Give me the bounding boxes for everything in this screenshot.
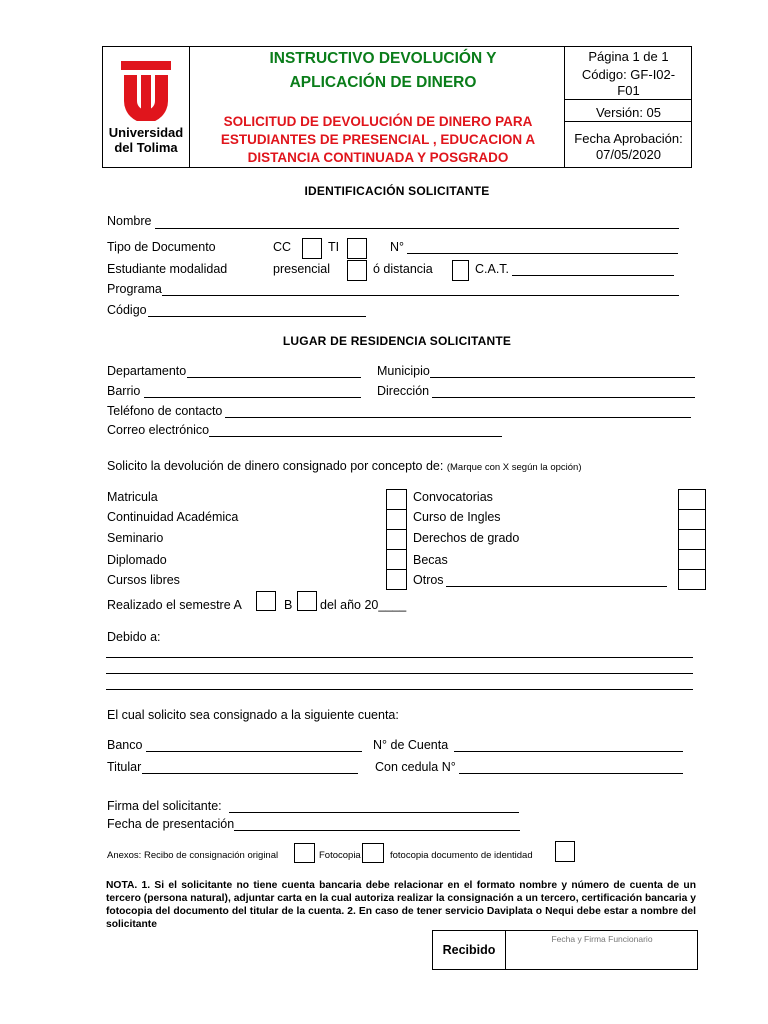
ti-checkbox[interactable]	[347, 238, 367, 259]
distancia-label: ó distancia	[373, 262, 433, 276]
concepto-right-item-4: Otros	[413, 573, 444, 587]
fecha-presentacion-field[interactable]	[234, 830, 520, 831]
concepto-left-item-2: Seminario	[107, 531, 164, 545]
concepto-right-item-0: Convocatorias	[413, 490, 493, 504]
concepto-right-checkbox-3[interactable]	[678, 549, 706, 570]
banco-field[interactable]	[146, 751, 362, 752]
anexo-fotocopia-checkbox[interactable]	[362, 843, 384, 863]
cc-label: CC	[273, 240, 292, 254]
barrio-label: Barrio	[107, 384, 141, 398]
titular-field[interactable]	[142, 773, 358, 774]
semestre-b-checkbox[interactable]	[297, 591, 317, 611]
concepto-left-item-3: Diplomado	[107, 553, 167, 567]
document-subtitle-line2: ESTUDIANTES DE PRESENCIAL , EDUCACION A	[220, 132, 536, 147]
cedula-label: Con cedula N°	[375, 760, 456, 774]
telefono-field[interactable]	[225, 417, 691, 418]
concepto-right-checkbox-4[interactable]	[678, 569, 706, 590]
titular-label: Titular	[107, 760, 142, 774]
concepto-intro-note: (Marque con X según la opción)	[446, 462, 582, 473]
approval-date: 07/05/2020	[595, 147, 662, 162]
programa-label: Programa	[107, 282, 162, 296]
recibido-box	[432, 930, 698, 970]
fotocopia-label: Fotocopia	[319, 850, 361, 861]
codigo-field[interactable]	[148, 316, 366, 317]
section-title-identificacion: IDENTIFICACIÓN SOLICITANTE	[304, 184, 490, 198]
recibido-signature-field[interactable]	[506, 945, 698, 969]
concepto-left-checkbox-3[interactable]	[386, 549, 407, 570]
concepto-left-checkbox-1[interactable]	[386, 509, 407, 530]
direccion-field[interactable]	[432, 397, 695, 398]
document-code-line2: F01	[617, 83, 640, 98]
logo-text-line1: Universidad	[108, 125, 184, 140]
debido-label: Debido a:	[107, 630, 161, 644]
concepto-right-item-1: Curso de Ingles	[413, 510, 501, 524]
debido-line-2[interactable]	[106, 673, 693, 674]
concepto-right-checkbox-0[interactable]	[678, 489, 706, 510]
firma-label: Firma del solicitante:	[107, 799, 222, 813]
document-header	[102, 46, 692, 168]
nota-text: NOTA. 1. Si el solicitante no tiene cuenta bancaria debe relacionar en el formato nombre y número de cuenta de un tercero (persona natural), adjuntar carta en la cual autoriza realizar la consignación a un tercero, certificación bancaria y fotocopia del documento del titular de la cuenta. 2. En caso de tener servicio Daviplata o Nequi debe estar a nombre del solicitante	[106, 880, 696, 930]
municipio-field[interactable]	[430, 377, 695, 378]
cat-field[interactable]	[512, 275, 674, 276]
concepto-intro	[107, 459, 582, 475]
debido-line-3[interactable]	[106, 689, 693, 690]
concepto-right-checkbox-2[interactable]	[678, 529, 706, 550]
approval-date-label: Fecha Aprobación:	[574, 131, 683, 146]
debido-line-1[interactable]	[106, 657, 693, 658]
page-number: Página 1 de 1	[588, 49, 669, 64]
concepto-left-checkbox-4[interactable]	[386, 569, 407, 590]
semestre-label: Realizado el semestre A	[107, 598, 242, 612]
recibido-label: Recibido	[442, 943, 496, 957]
document-title-line2: APLICACIÓN DE DINERO	[289, 74, 477, 91]
presencial-label: presencial	[273, 262, 330, 276]
anexo-recibo-checkbox[interactable]	[294, 843, 315, 863]
fecha-presentacion-label: Fecha de presentación	[107, 817, 235, 831]
banco-label: Banco	[107, 738, 143, 752]
nombre-field[interactable]	[155, 228, 679, 229]
anexo-documento-checkbox[interactable]	[555, 841, 575, 862]
concepto-intro-text: Solicito la devolución de dinero consignado por concepto de:	[107, 459, 444, 473]
ti-label: TI	[328, 240, 340, 254]
programa-field[interactable]	[162, 295, 679, 296]
anio-label: del año 20____	[320, 598, 407, 612]
concepto-left-item-1: Continuidad Académica	[107, 510, 239, 524]
correo-label: Correo electrónico	[107, 423, 210, 437]
cat-label: C.A.T.	[475, 262, 510, 276]
concepto-right-checkbox-1[interactable]	[678, 509, 706, 530]
modalidad-label: Estudiante modalidad	[107, 262, 228, 276]
direccion-label: Dirección	[377, 384, 430, 398]
cedula-field[interactable]	[459, 773, 683, 774]
departamento-field[interactable]	[187, 377, 361, 378]
municipio-label: Municipio	[377, 364, 430, 378]
document-title-line1: INSTRUCTIVO DEVOLUCIÓN Y	[269, 50, 497, 67]
concepto-left-checkbox-2[interactable]	[386, 529, 407, 550]
recibido-hint: Fecha y Firma Funcionario	[551, 934, 653, 944]
nombre-label: Nombre	[107, 214, 152, 228]
barrio-field[interactable]	[144, 397, 361, 398]
numero-documento-field[interactable]	[407, 253, 678, 254]
logo-text-line2: del Tolima	[114, 140, 178, 155]
otros-field[interactable]	[446, 586, 667, 587]
semestre-a-checkbox[interactable]	[256, 591, 276, 611]
fotocopia-documento-label: fotocopia documento de identidad	[390, 850, 533, 861]
concepto-left-item-0: Matricula	[107, 490, 158, 504]
university-logo-icon	[121, 61, 171, 121]
presencial-checkbox[interactable]	[347, 260, 367, 281]
cc-checkbox[interactable]	[302, 238, 322, 259]
distancia-checkbox[interactable]	[452, 260, 469, 281]
concepto-right-item-3: Becas	[413, 553, 448, 567]
document-version: Versión: 05	[595, 105, 662, 120]
tipo-documento-label: Tipo de Documento	[107, 240, 216, 254]
section-title-residencia: LUGAR DE RESIDENCIA SOLICITANTE	[282, 334, 512, 348]
document-code-line1: Código: GF-I02-	[581, 67, 676, 82]
concepto-left-checkbox-0[interactable]	[386, 489, 407, 510]
concepto-left-item-4: Cursos libres	[107, 573, 180, 587]
semestre-b-label: B	[284, 598, 293, 612]
numero-cuenta-label: N° de Cuenta	[373, 738, 449, 752]
firma-field[interactable]	[229, 812, 519, 813]
concepto-right-item-2: Derechos de grado	[413, 531, 520, 545]
correo-field[interactable]	[209, 436, 502, 437]
document-subtitle-line1: SOLICITUD DE DEVOLUCIÓN DE DINERO PARA	[223, 114, 533, 129]
departamento-label: Departamento	[107, 364, 187, 378]
numero-documento-label: N°	[390, 240, 405, 254]
anexos-label: Anexos: Recibo de consignación original	[107, 850, 279, 861]
document-subtitle-line3: DISTANCIA CONTINUADA Y POSGRADO	[247, 150, 509, 165]
cuenta-intro: El cual solicito sea consignado a la siguiente cuenta:	[107, 708, 399, 722]
numero-cuenta-field[interactable]	[454, 751, 683, 752]
codigo-label: Código	[107, 303, 147, 317]
telefono-label: Teléfono de contacto	[107, 404, 223, 418]
